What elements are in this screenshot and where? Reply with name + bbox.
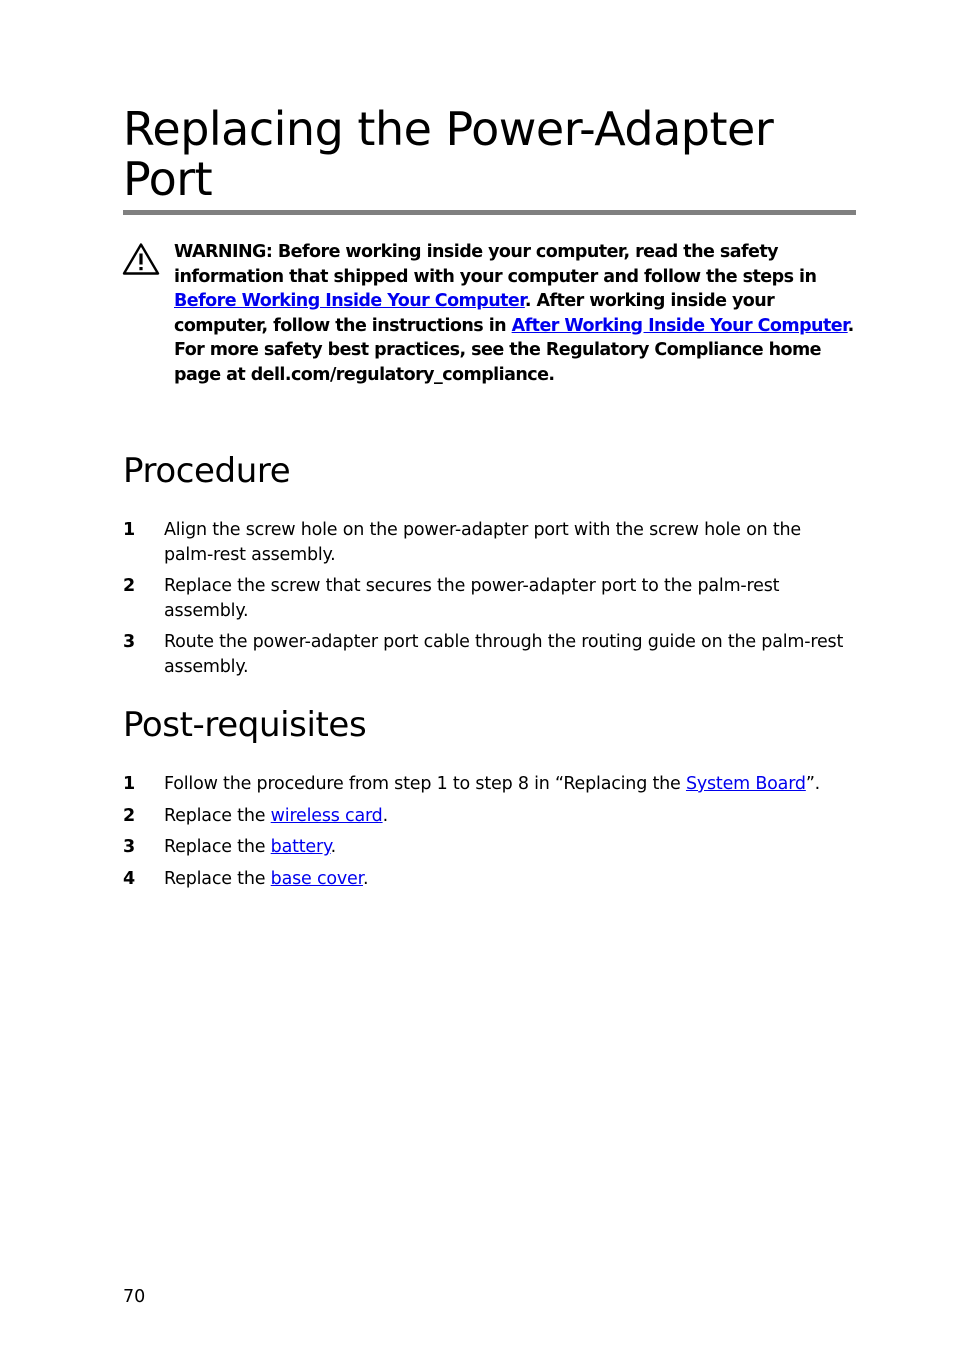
warning-text-part: . For more safety best practices, see the Regulatory Compliance home page at dell.com/regulatory_compliance.	[174, 315, 854, 385]
base-cover-link[interactable]: base cover	[270, 868, 363, 889]
procedure-heading: Procedure	[123, 451, 291, 491]
step-text: Route the power-adapter port cable through the routing guide on the palm-rest assembly.	[164, 632, 844, 677]
step-number: 1	[123, 520, 135, 540]
post-requisite-step	[123, 772, 853, 797]
post-requisite-step	[123, 835, 853, 860]
step-text-suffix: .	[363, 868, 369, 889]
step-number: 2	[123, 576, 135, 597]
warning-text-part: WARNING: Before working inside your computer, read the safety information that shipped with your computer and follow the steps in	[174, 242, 817, 287]
page-title: Replacing the Power-Adapter Port	[123, 102, 774, 206]
before-working-inside-link[interactable]: Before Working Inside Your Computer	[174, 291, 525, 312]
step-number: 4	[123, 868, 135, 889]
step-text: Replace the	[164, 837, 271, 858]
procedure-step	[123, 574, 853, 623]
warning-message	[174, 240, 854, 388]
procedure-steps	[123, 518, 853, 687]
after-working-inside-link[interactable]: After Working Inside Your Computer	[511, 315, 848, 336]
post-requisite-step	[123, 804, 853, 829]
step-text: Replace the	[164, 805, 271, 826]
warning-text-part: . After working inside your computer, follow the instructions in	[174, 291, 775, 336]
step-text-suffix: .	[382, 805, 388, 826]
system-board-link[interactable]: System Board	[685, 774, 806, 794]
step-text: Replace the	[164, 868, 271, 889]
procedure-step	[123, 518, 853, 567]
step-text: Follow the procedure from step 1 to step 8 in “Replacing the	[164, 774, 686, 794]
wireless-card-link[interactable]: wireless card	[270, 805, 383, 826]
step-number: 3	[123, 837, 135, 858]
step-text-suffix: .	[330, 837, 337, 858]
warning-triangle-icon	[122, 242, 160, 276]
battery-link[interactable]: battery	[270, 837, 331, 858]
post-requisites-steps	[123, 772, 853, 898]
post-requisites-heading: Post-requisites	[123, 705, 367, 745]
page-number: 70	[123, 1287, 146, 1307]
step-text: Replace the screw that secures the power-adapter port to the palm-rest assembly.	[164, 576, 780, 621]
step-number: 2	[123, 805, 135, 826]
title-divider	[123, 210, 856, 215]
step-number: 3	[123, 632, 135, 653]
step-text: Align the screw hole on the power-adapter port with the screw hole on the palm-rest assembly.	[164, 520, 801, 565]
step-number: 1	[123, 774, 135, 794]
procedure-step	[123, 630, 853, 679]
step-text-suffix: ”.	[805, 774, 821, 794]
post-requisite-step	[123, 867, 853, 892]
